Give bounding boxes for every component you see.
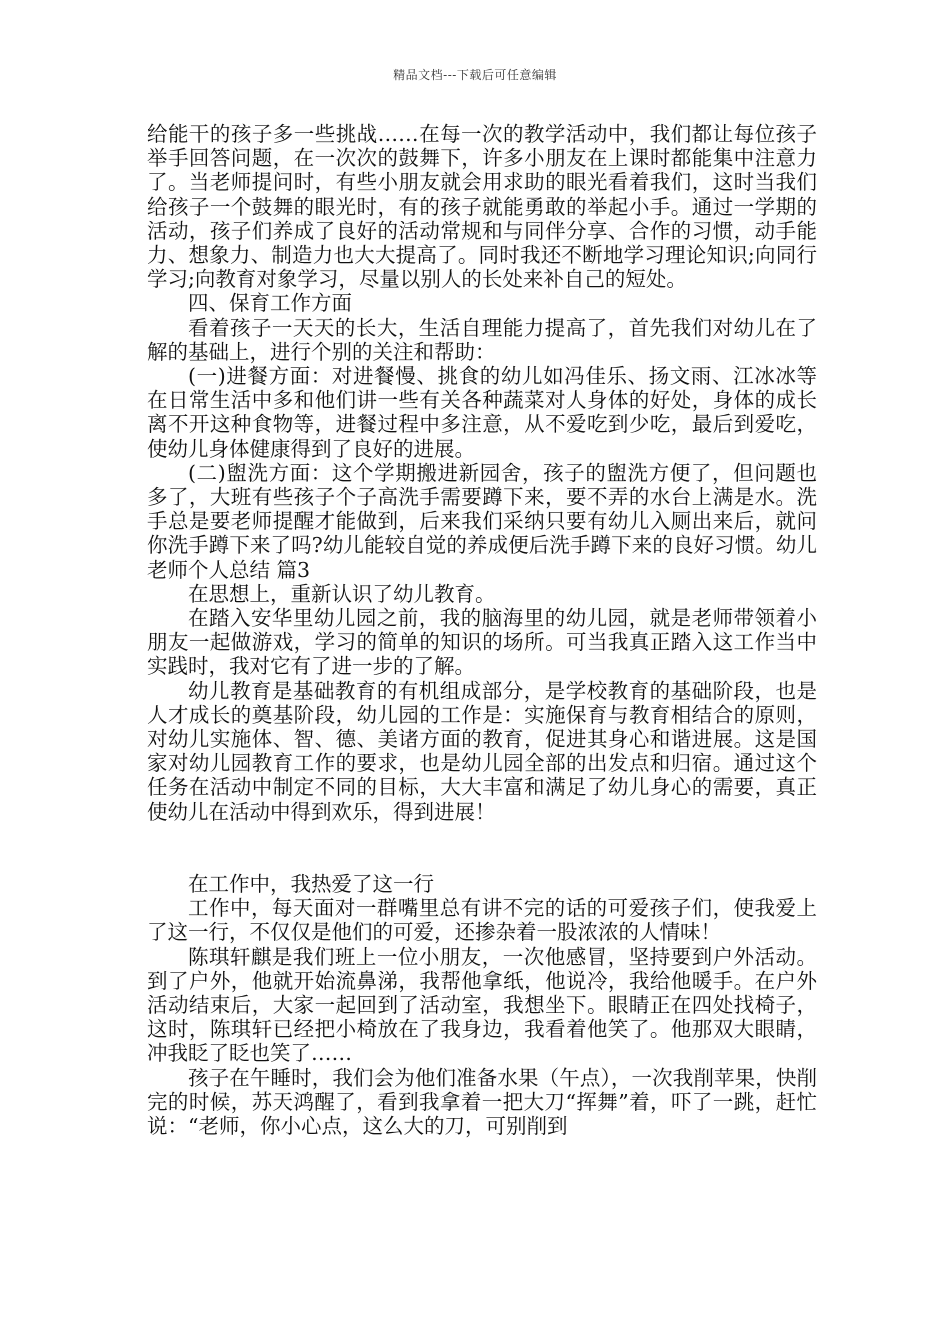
paragraph: 孩子在午睡时，我们会为他们准备水果（午点），一次我削苹果，快削完的时候，苏天鸿醒了，看到我拿着一把大刀“挥舞”着，吓了一跳，赶忙说：“老师，你小心点，这么大的刀，可别削到: [147, 1065, 817, 1138]
paragraph: 在踏入安华里幼儿园之前，我的脑海里的幼儿园，就是老师带领着小朋友一起做游戏，学习的简单的知识的场所。可当我真正踏入这工作当中实践时，我对它有了进一步的了解。: [147, 606, 817, 679]
blank-line: [147, 824, 817, 872]
paragraph: (二)盥洗方面：这个学期搬进新园舍，孩子的盥洗方便了，但问题也多了，大班有些孩子个子高洗手需要蹲下来，要不弄的水台上满是水。洗手总是要老师提醒才能做到，后来我们采纳只要有幼儿入厕出来后，就问你洗手蹲下来了吗?幼儿能较自觉的养成便后洗手蹲下来的良好习惯。幼儿老师个人总结 篇3: [147, 460, 817, 582]
section-heading: 四、保育工作方面: [188, 291, 352, 316]
paragraph: 看着孩子一天天的长大，生活自理能力提高了，首先我们对幼儿在了解的基础上，进行个别的关注和帮助：: [147, 315, 817, 364]
paragraph: 幼儿教育是基础教育的有机组成部分，是学校教育的基础阶段，也是人才成长的奠基阶段，幼儿园的工作是：实施保育与教育相结合的原则，对幼儿实施体、智、德、美诸方面的教育，促进其身心和谐进展。这是国家对幼儿园教育工作的要求，也是幼儿园全部的出发点和归宿。通过这个任务在活动中制定不同的目标，大大丰富和满足了幼儿身心的需要，真正使幼儿在活动中得到欢乐，得到进展！: [147, 678, 817, 824]
paragraph: 工作中，每天面对一群嘴里总有讲不完的话的可爱孩子们，使我爱上了这一行，不仅仅是他们的可爱，还掺杂着一股浓浓的人情味！: [147, 896, 817, 945]
paragraph: 陈琪轩麒是我们班上一位小朋友，一次他感冒，坚持要到户外活动。到了户外，他就开始流鼻涕，我帮他拿纸，他说冷，我给他暖手。在户外活动结束后，大家一起回到了活动室，我想坐下。眼睛正在四处找椅子，这时，陈琪轩已经把小椅放在了我身边，我看着他笑了。他那双大眼睛，冲我眨了眨也笑了……: [147, 944, 817, 1066]
document-body: [147, 122, 817, 1138]
paragraph: 在思想上，重新认识了幼儿教育。: [188, 581, 496, 606]
section-heading: 在工作中，我热爱了这一行: [188, 871, 434, 896]
paragraph: (一)进餐方面：对进餐慢、挑食的幼儿如冯佳乐、扬文雨、江冰冰等在日常生活中多和他们讲一些有关各种蔬菜对人身体的好处，身体的成长离不开这种食物等，进餐过程中多注意，从不爱吃到少吃，最后到爱吃，使幼儿身体健康得到了良好的进展。: [147, 364, 817, 461]
page-header: 精品文档---下载后可任意编辑: [393, 68, 557, 82]
paragraph: 给能干的孩子多一些挑战……在每一次的教学活动中，我们都让每位孩子举手回答问题，在一次次的鼓舞下，许多小朋友在上课时都能集中注意力了。当老师提问时，有些小朋友就会用求助的眼光看着我们，这时当我们给孩子一个鼓舞的眼光时，有的孩子就能勇敢的举起小手。通过一学期的活动，孩子们养成了良好的活动常规和与同伴分享、合作的习惯，动手能力、想象力、制造力也大大提高了。同时我还不断地学习理论知识;向同行学习;向教育对象学习，尽量以别人的长处来补自己的短处。: [147, 122, 817, 292]
